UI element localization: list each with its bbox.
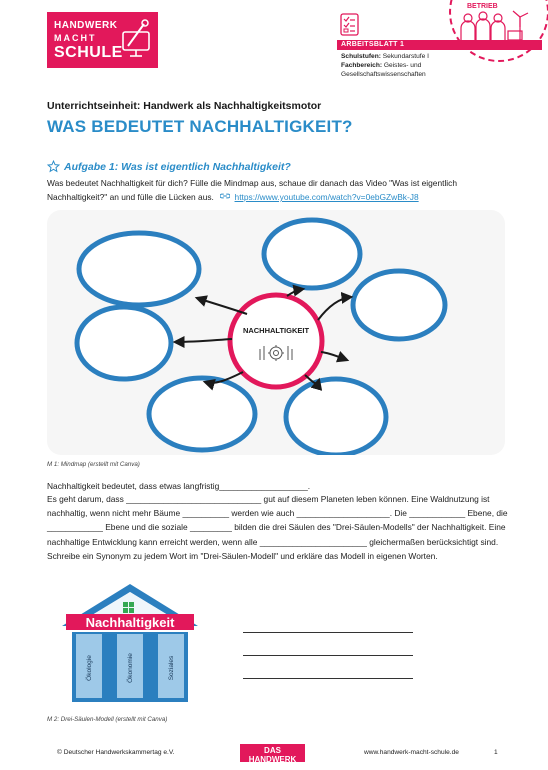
badge-label: BETRIEB [467, 3, 498, 10]
brand-logo [47, 12, 158, 68]
cloze-line1: Nachhaltigkeit bedeutet, dass etwas langfristig___________________. [47, 481, 311, 491]
mindmap [47, 210, 505, 455]
subject-value: Geistes- und Gesellschaftswissenschaften [341, 62, 426, 78]
worksheet-label: ARBEITSBLATT 1 [341, 41, 405, 48]
task-intro [47, 176, 517, 204]
mindmap-bubble-bottom-left[interactable] [149, 378, 255, 450]
pillar-ecology: Ökologie [86, 655, 93, 681]
workers-icon [456, 9, 542, 43]
answer-line[interactable] [243, 678, 413, 679]
page-footer [0, 744, 548, 770]
house-roof-label: Nachhaltigkeit [85, 615, 175, 630]
link-icon [220, 192, 230, 200]
footer-copyright: © Deutscher Handwerkskammertag e.V. [57, 749, 175, 756]
mindmap-bubble-left[interactable] [77, 307, 171, 379]
school-level [341, 53, 429, 62]
house-caption: M 2: Drei-Säulen-Modell (erstellt mit Canva) [47, 716, 168, 723]
subject [341, 62, 461, 79]
unit-title: Unterrichtseinheit: Handwerk als Nachhaltigkeitsmotor [47, 100, 322, 112]
school-level-label: Schulstufen: [341, 53, 381, 60]
mindmap-bubble-top[interactable] [264, 220, 360, 288]
task-intro-text: Was bedeutet Nachhaltigkeit für dich? Fülle die Mindmap aus, schaue dir danach das Video "Was ist eigentlich Nachhaltigkeit?" an und fülle die Lücken aus. [47, 178, 458, 203]
logo-line2: MACHT [54, 33, 97, 43]
mindmap-bubble-top-left[interactable] [79, 233, 199, 305]
task-label: Aufgabe 1: Was ist eigentlich Nachhaltigkeit? [64, 160, 291, 173]
mindmap-bubble-bottom[interactable] [286, 379, 386, 455]
page-title: WAS BEDEUTET NACHHALTIGKEIT? [47, 117, 353, 136]
checklist-icon [339, 13, 361, 37]
logo-line1: HANDWERK [54, 20, 118, 31]
pillar-social: Soziales [168, 655, 175, 681]
cloze-text: Es geht darum, dass _____________________________ gut auf diesem Planeten leben können. Eine Waldnutzung ist nachhaltig, wenn nicht mehr Bäume __________ werden wie auch ____________________. Die ____________ Ebene, die ____________ Ebene und die soziale _________ bilden die drei Säulen des "Drei-Säulen-Modells" der Nachhaltigkeit. Eine nachhaltige Entwicklung kann erreicht werden, wenn alle _______________________ gleichermaßen berücksichtigt sind. Schreibe ein Synonym zu jedem Wort im "Drei-Säulen-Modell" und erkläre das Modell in eigenen Worten. [47, 494, 508, 561]
footer-brand-logo [240, 744, 305, 770]
three-pillar-house [62, 584, 198, 702]
answer-line[interactable] [243, 632, 413, 633]
mindmap-caption: M 1: Mindmap (erstellt mit Canva) [47, 461, 140, 468]
footer-url[interactable]: www.handwerk-macht-schule.de [364, 749, 459, 756]
subject-label: Fachbereich: [341, 62, 383, 69]
star-icon [47, 160, 60, 173]
logo-line3: SCHULE [54, 44, 123, 61]
footer-brand: DAS HANDWERK [248, 746, 297, 764]
mindmap-bubble-right[interactable] [353, 271, 445, 339]
video-link[interactable]: https://www.youtube.com/watch?v=0ebGZwBk-J8 [234, 192, 419, 203]
answer-lines [243, 632, 413, 701]
mindmap-center-label: NACHHALTIGKEIT [242, 326, 310, 335]
footer-brand-sub: DIE WIRTSCHAFTSMACHT. VON NEBENAN. [243, 764, 302, 770]
tools-icon [120, 18, 154, 62]
pillar-economy: Ökonomie [127, 653, 134, 683]
school-level-value: Sekundarstufe I [382, 53, 429, 60]
page-number: 1 [494, 749, 498, 756]
task-heading [47, 160, 291, 173]
answer-line[interactable] [243, 655, 413, 656]
